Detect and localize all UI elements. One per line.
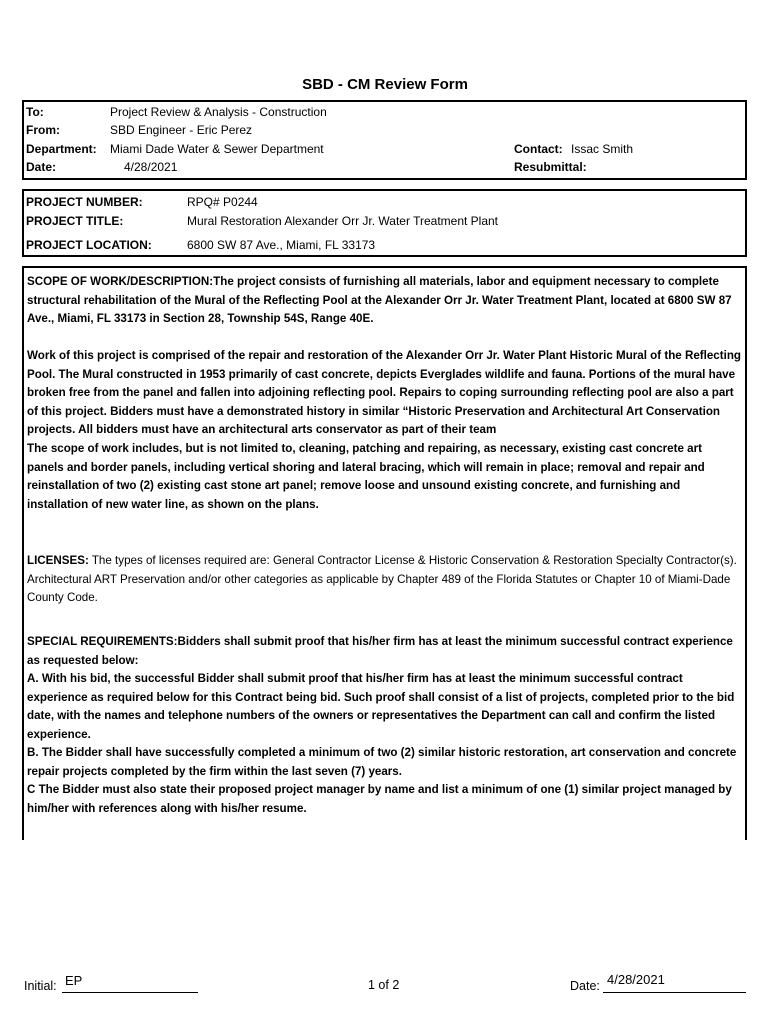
department-value: Miami Dade Water & Sewer Department (110, 142, 324, 156)
licenses-label: LICENSES: (27, 554, 89, 567)
footer-date-value: 4/28/2021 (607, 972, 665, 987)
from-label: From: (26, 123, 60, 137)
licenses-paragraph (27, 552, 741, 608)
footer-date-label: Date: (570, 979, 600, 993)
contact-value: Issac Smith (571, 142, 634, 156)
project-section (22, 189, 747, 257)
special-requirement-c: C The Bidder must also state their proposed project manager by name and list a minimum of one (1) similar project managed by him/her with references along with his/her resume. (27, 783, 732, 815)
special-requirements-intro: SPECIAL REQUIREMENTS:Bidders shall submit proof that his/her firm has at least the minimum successful contract experience as requested below: (27, 635, 733, 667)
initial-value: EP (65, 973, 83, 988)
date-label: Date: (26, 160, 57, 174)
project-number-value: RPQ# P0244 (187, 195, 258, 209)
licenses-text: The types of licenses required are: General Contractor License & Historic Conservation & Restoration Specialty Contractor(s). Architectural ART Preservation and/or other categories as applicable by Chapter 489 of the Florida Statutes or Chapter 10 of Miami-Dade County Code. (27, 554, 737, 605)
initial-line (62, 992, 198, 993)
project-location-label: PROJECT LOCATION: (26, 238, 152, 252)
from-value: SBD Engineer - Eric Perez (110, 123, 253, 137)
header-section (22, 100, 747, 180)
date-value: 4/28/2021 (124, 160, 178, 174)
special-requirement-a: A. With his bid, the successful Bidder shall submit proof that his/her firm has at least the minimum successful contract experience as required below for this Contract being bid. Such proof shall consist of a list of projects, completed prior to the bid date, with the names and telephone numbers of the owners or representatives the Department can call and confirm the listed experience. (27, 672, 735, 741)
scope-section (22, 266, 747, 840)
to-label: To: (26, 105, 44, 119)
project-title-value: Mural Restoration Alexander Orr Jr. Water Treatment Plant (187, 214, 499, 228)
department-label: Department: (26, 142, 97, 156)
date-line (603, 992, 746, 993)
work-description-paragraph: Work of this project is comprised of the repair and restoration of the Alexander Orr Jr. Water Plant Historic Mural of the Reflecting Pool. The Mural constructed in 1953 primarily of cast concrete, depicts Everglades wildlife and fauna. Portions of the mural have broken free from the panel and fallen into adjoining reflecting pool. Repairs to coping surrounding reflecting pool are also a part of this project. Bidders must have a demonstrated history in similar “Historic Preservation and Architectural Art Conservation projects. All bidders must have an architectural arts conservator as part of their team (27, 349, 742, 437)
page-number: 1 of 2 (368, 978, 400, 992)
project-title-label: PROJECT TITLE: (26, 214, 124, 228)
resubmittal-label: Resubmittal: (514, 160, 587, 174)
scope-paragraph: SCOPE OF WORK/DESCRIPTION:The project consists of furnishing all materials, labor and equipment necessary to complete structural rehabilitation of the Mural of the Reflecting Pool at the Alexander Orr Jr. Water Treatment Plant, located at 6800 SW 87 Ave., Miami, FL 33173 in Section 28, Township 54S, Range 40E. (27, 275, 732, 326)
initial-label: Initial: (24, 979, 57, 993)
contact-label: Contact: (514, 142, 563, 156)
form-title: SBD - CM Review Form (302, 76, 468, 93)
scope-of-work-paragraph: The scope of work includes, but is not limited to, cleaning, patching and repairing, as necessary, existing cast concrete art panels and border panels, including vertical shoring and lateral bracing, which will remain in place; removal and repair and reinstallation of two (2) existing cast stone art panel; remove loose and unsound existing concrete, and furnishing and installation of new water line, as shown on the plans. (27, 442, 705, 511)
project-number-label: PROJECT NUMBER: (26, 195, 143, 209)
to-value: Project Review & Analysis - Construction (110, 105, 327, 119)
special-requirement-b: B. The Bidder shall have successfully completed a minimum of two (2) similar historic restoration, art conservation and concrete repair projects completed by the firm within the last seven (7) years. (27, 746, 737, 778)
project-location-value: 6800 SW 87 Ave., Miami, FL 33173 (187, 238, 376, 252)
